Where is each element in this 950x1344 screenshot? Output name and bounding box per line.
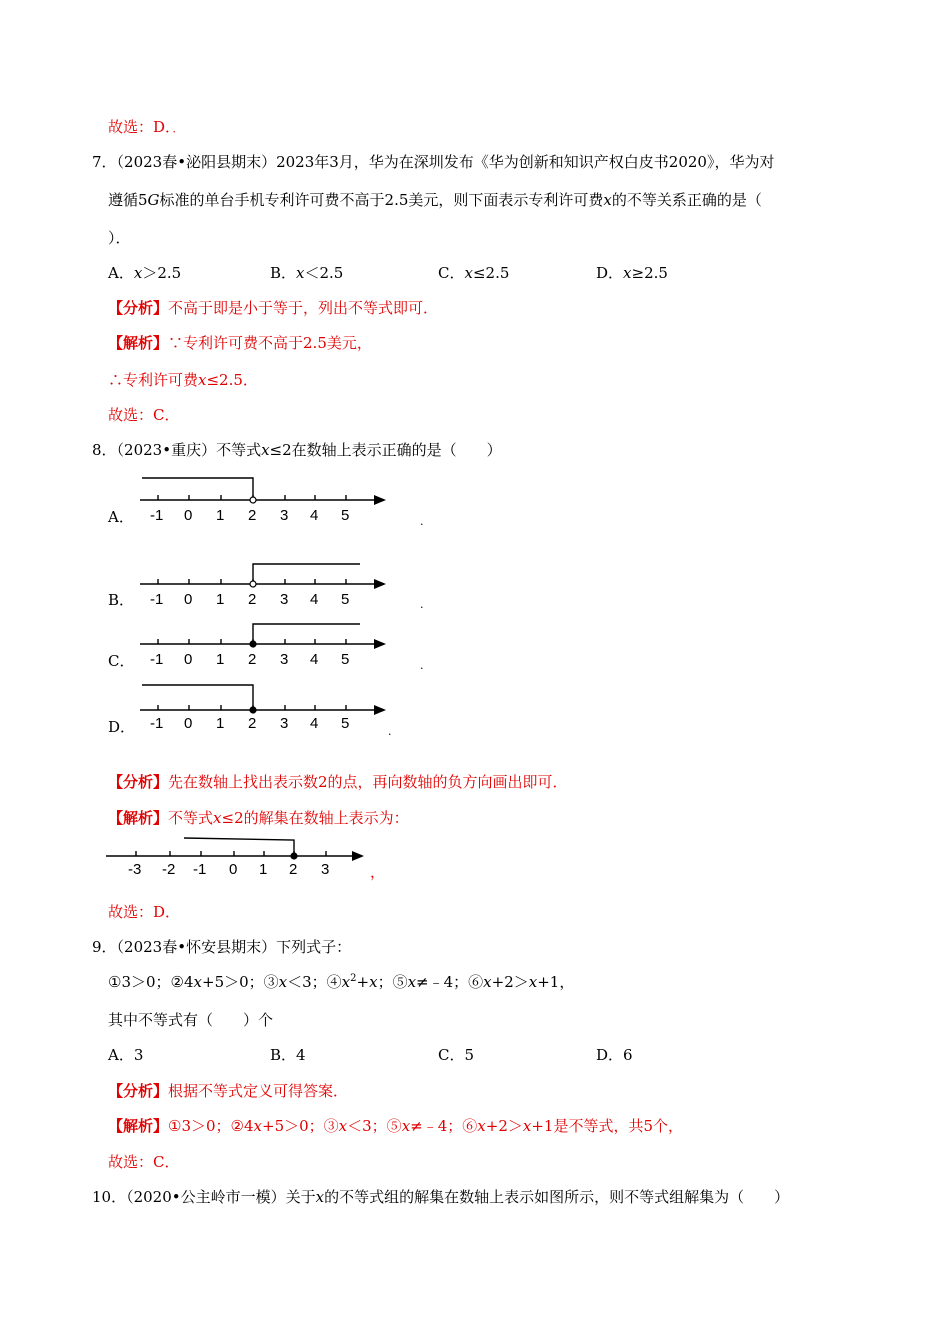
q9-question: 其中不等式有（ ）个	[108, 1011, 274, 1029]
tick-label: -1	[193, 861, 207, 878]
tick-label: -1	[150, 507, 164, 524]
q8-option-c-label: C．	[108, 652, 135, 670]
tick-label: 2	[248, 507, 257, 524]
tick-label: 4	[310, 715, 319, 732]
tick-label: 3	[280, 507, 289, 524]
q9-stem: 9．（2023春•怀安县期末）下列式子：	[92, 938, 352, 956]
q8-option-d-mark: .	[388, 725, 392, 738]
q7-option-a: A．x＞2.5	[108, 264, 182, 282]
tick-label: -3	[128, 861, 142, 878]
q6-answer: 故选：D．．	[108, 118, 184, 136]
tick-label: 0	[184, 715, 193, 732]
q8-option-a-label: A．	[108, 508, 134, 526]
q8-option-b-mark: .	[420, 598, 424, 611]
q7-stem-line1: 7．（2023春•泌阳县期末）2023年3月，华为在深圳发布《华为创新和知识产权白皮书2020》，华为对	[92, 153, 775, 171]
q9-option-d: D．6	[596, 1046, 633, 1064]
tick-label: -1	[150, 591, 164, 608]
tick-label: 0	[184, 591, 193, 608]
q8-option-a-mark: .	[420, 515, 424, 528]
q8-solution-end: ，	[370, 863, 386, 881]
tick-label: -1	[150, 651, 164, 668]
tick-label: 0	[184, 651, 193, 668]
tick-label: 1	[216, 507, 225, 524]
q9-solution: 【解析】①3＞0；②4x+5＞0；③x＜3；⑤x≠﹣4；⑥x+2＞x+1是不等式，共5个，	[108, 1117, 683, 1135]
tick-label: 3	[280, 715, 289, 732]
q7-analysis: 【分析】不高于即是小于等于，列出不等式即可．	[108, 299, 439, 317]
q8-solution: 【解析】不等式x≤2的解集在数轴上表示为：	[108, 809, 409, 827]
q8-solution-numberline	[104, 832, 374, 880]
q8-option-b-numberline	[138, 558, 398, 614]
q7-option-b: B．x＜2.5	[270, 264, 344, 282]
tick-label: 2	[248, 715, 257, 732]
tick-label: 3	[280, 591, 289, 608]
tick-label: 1	[259, 861, 268, 878]
q9-analysis: 【分析】根据不等式定义可得答案．	[108, 1082, 349, 1100]
tick-label: 1	[216, 591, 225, 608]
q8-option-a-numberline	[138, 474, 398, 530]
tick-label: 0	[184, 507, 193, 524]
tick-label: 4	[310, 591, 319, 608]
q8-option-d-label: D．	[108, 718, 136, 736]
tick-label: 2	[289, 861, 298, 878]
tick-label: 5	[341, 651, 350, 668]
q8-analysis: 【分析】先在数轴上找出表示数2的点，再向数轴的负方向画出即可．	[108, 773, 568, 791]
tick-label: -1	[150, 715, 164, 732]
q8-option-d-numberline	[138, 680, 398, 736]
q9-option-c: C．5	[438, 1046, 475, 1064]
tick-label: 5	[341, 507, 350, 524]
q7-answer: 故选：C．	[108, 406, 180, 424]
q7-therefore: ∴专利许可费x≤2.5．	[108, 371, 258, 389]
tick-label: 2	[248, 591, 257, 608]
q7-option-c: C．x≤2.5	[438, 264, 510, 282]
q7-solution: 【解析】∵专利许可费不高于2.5美元，	[108, 334, 372, 352]
q7-stem-line2: 遵循5G标准的单台手机专利许可费不高于2.5美元，则下面表示专利许可费x的不等关系正确的是（	[108, 191, 762, 209]
q9-items: ①3＞0；②4x+5＞0；③x＜3；$④x^2+x$；⑤x≠﹣4；⑥x+2＞x+1，	[108, 973, 575, 991]
tick-label: 2	[248, 651, 257, 668]
tick-label: 3	[280, 651, 289, 668]
q7-option-d: D．x≥2.5	[596, 264, 668, 282]
q7-stem-line3: ）．	[108, 229, 131, 247]
tick-label: 5	[341, 715, 350, 732]
q8-option-c-numberline	[138, 618, 398, 674]
tick-label: 4	[310, 651, 319, 668]
tick-label: 0	[229, 861, 238, 878]
q8-stem: 8．（2023•重庆）不等式x≤2在数轴上表示正确的是（ ）	[92, 441, 502, 459]
tick-label: 3	[321, 861, 330, 878]
tick-label: 1	[216, 715, 225, 732]
q10-stem: 10．（2020•公主岭市一模）关于x的不等式组的解集在数轴上表示如图所示，则不等式组解集为（ ）	[92, 1188, 790, 1206]
q8-answer: 故选：D．	[108, 903, 181, 921]
tick-label: 1	[216, 651, 225, 668]
tick-label: 5	[341, 591, 350, 608]
tick-label: 4	[310, 507, 319, 524]
q8-option-b-label: B．	[108, 591, 135, 609]
q9-option-a: A．3	[108, 1046, 144, 1064]
q8-option-c-mark: .	[420, 659, 424, 672]
q9-option-b: B．4	[270, 1046, 306, 1064]
tick-label: -2	[162, 861, 176, 878]
q9-answer: 故选：C．	[108, 1153, 180, 1171]
